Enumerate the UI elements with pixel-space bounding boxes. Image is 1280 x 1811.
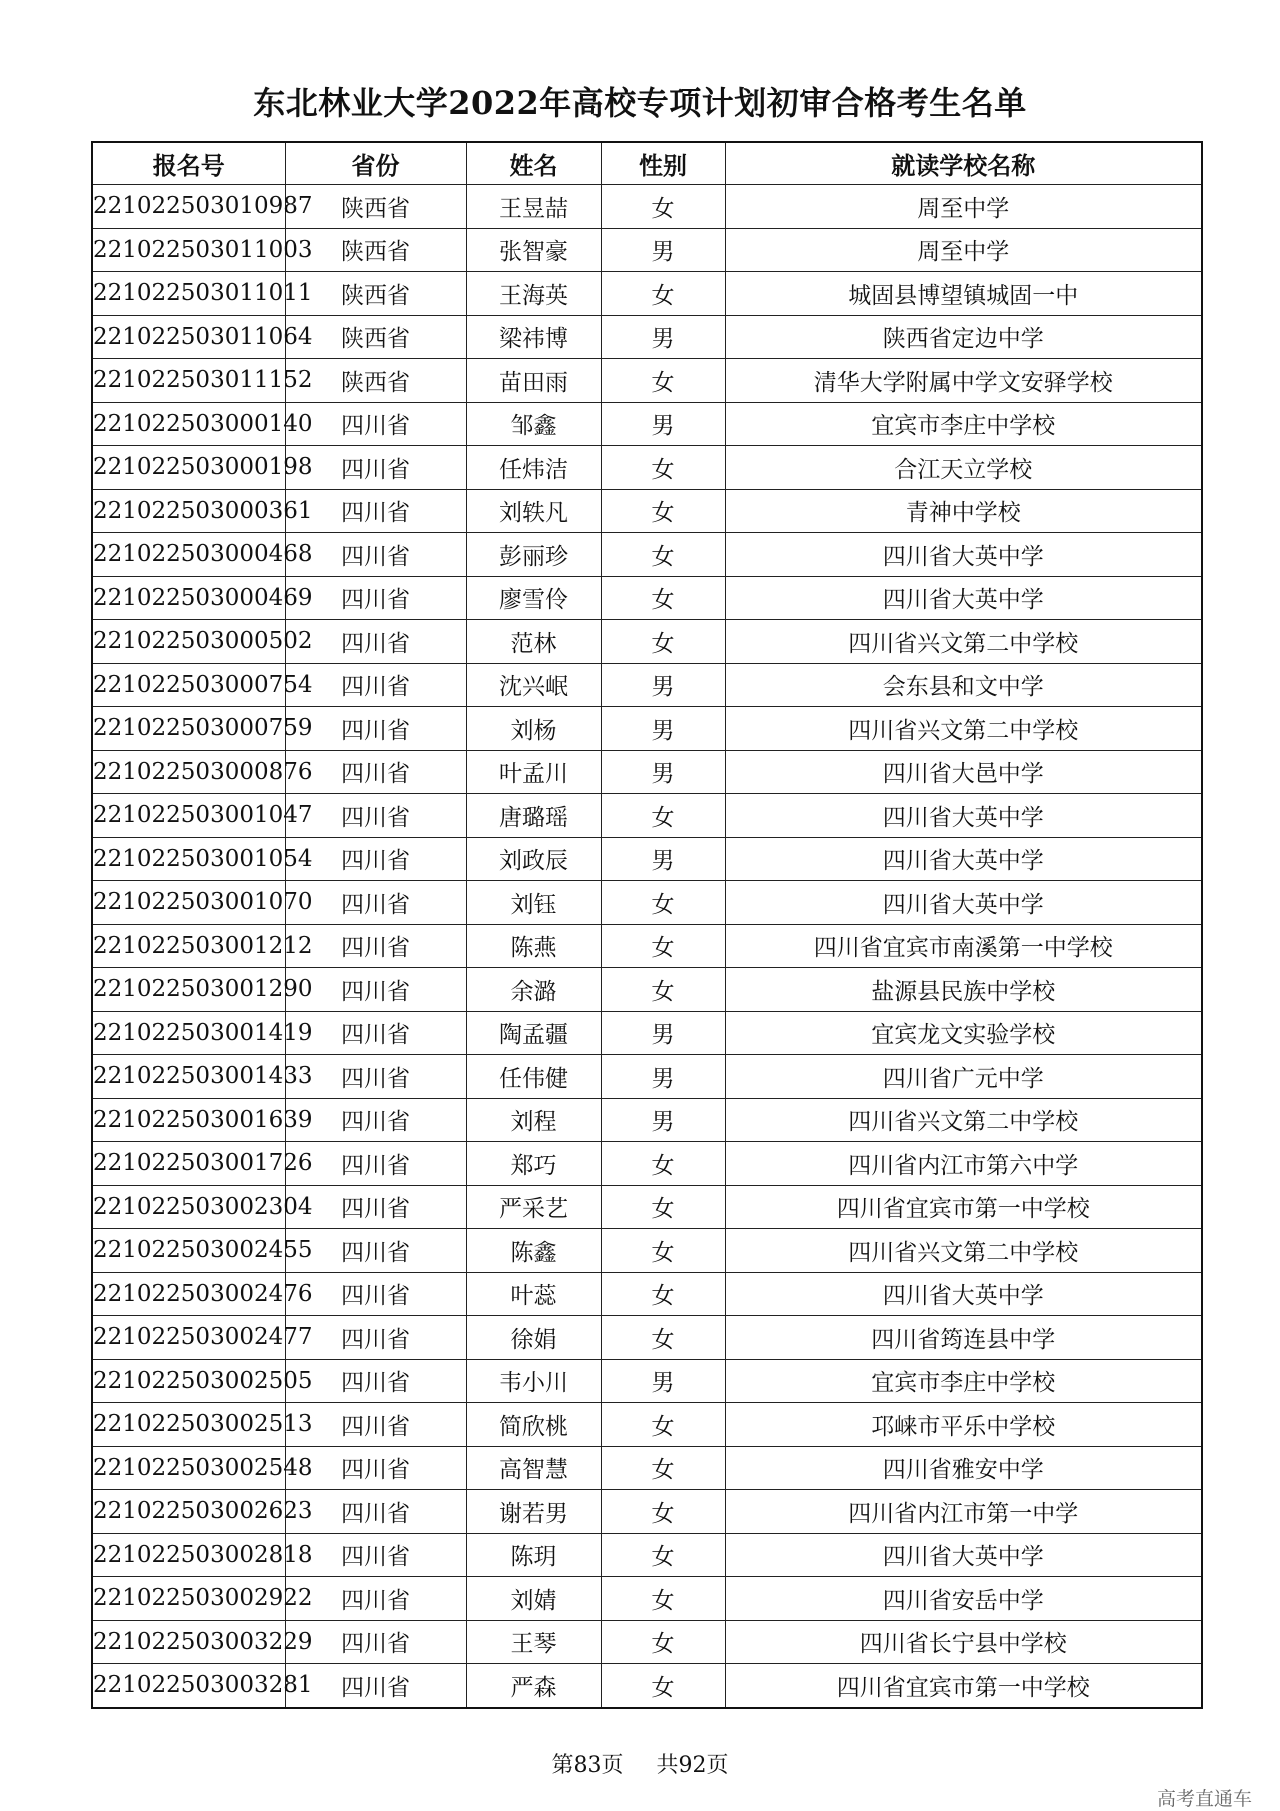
gender-cell: 男: [601, 837, 725, 881]
table-row: [92, 1490, 1202, 1534]
province-cell: 四川省: [285, 1055, 466, 1099]
table-row: [92, 707, 1202, 751]
table-row: [92, 533, 1202, 577]
gender-cell: 女: [601, 924, 725, 968]
registration-number-cell: 221022503001054: [92, 837, 285, 881]
school-cell: 宜宾龙文实验学校: [725, 1011, 1202, 1055]
name-cell: 严森: [466, 1664, 601, 1708]
gender-cell: 女: [601, 1403, 725, 1447]
gender-cell: 男: [601, 1359, 725, 1403]
name-cell: 邹鑫: [466, 402, 601, 446]
registration-number-cell: 221022503000468: [92, 533, 285, 577]
school-cell: 四川省大邑中学: [725, 750, 1202, 794]
table-row: [92, 1316, 1202, 1360]
gender-cell: 男: [601, 663, 725, 707]
school-cell: 四川省兴文第二中学校: [725, 1229, 1202, 1273]
registration-number-cell: 221022503000876: [92, 750, 285, 794]
gender-cell: 女: [601, 1620, 725, 1664]
table-row: [92, 1446, 1202, 1490]
table-row: [92, 1533, 1202, 1577]
gender-cell: 男: [601, 1055, 725, 1099]
registration-number-cell: 221022503002623: [92, 1490, 285, 1534]
gender-cell: 女: [601, 1577, 725, 1621]
school-cell: 四川省内江市第一中学: [725, 1490, 1202, 1534]
name-cell: 刘婧: [466, 1577, 601, 1621]
school-cell: 盐源县民族中学校: [725, 968, 1202, 1012]
province-cell: 四川省: [285, 1185, 466, 1229]
registration-number-cell: 221022503001047: [92, 794, 285, 838]
name-cell: 刘轶凡: [466, 489, 601, 533]
table-row: [92, 1359, 1202, 1403]
gender-cell: 女: [601, 1533, 725, 1577]
school-cell: 青神中学校: [725, 489, 1202, 533]
name-cell: 叶孟川: [466, 750, 601, 794]
registration-number-cell: 221022503003281: [92, 1664, 285, 1708]
gender-cell: 女: [601, 1446, 725, 1490]
registration-number-cell: 221022503000140: [92, 402, 285, 446]
registration-number-cell: 221022503000361: [92, 489, 285, 533]
gender-cell: 男: [601, 315, 725, 359]
name-cell: 郑巧: [466, 1142, 601, 1186]
name-cell: 范林: [466, 620, 601, 664]
registration-number-cell: 221022503002477: [92, 1316, 285, 1360]
province-cell: 四川省: [285, 1490, 466, 1534]
name-cell: 刘政辰: [466, 837, 601, 881]
name-cell: 余潞: [466, 968, 601, 1012]
page-title: 东北林业大学2022年高校专项计划初审合格考生名单: [253, 84, 1027, 122]
gender-cell: 女: [601, 489, 725, 533]
province-cell: 四川省: [285, 794, 466, 838]
school-cell: 四川省宜宾市第一中学校: [725, 1185, 1202, 1229]
gender-cell: 男: [601, 228, 725, 272]
gender-cell: 女: [601, 185, 725, 229]
gender-cell: 女: [601, 1490, 725, 1534]
province-cell: 四川省: [285, 620, 466, 664]
gender-cell: 女: [601, 272, 725, 316]
gender-cell: 女: [601, 533, 725, 577]
table-row: [92, 620, 1202, 664]
table-row: [92, 1664, 1202, 1708]
school-cell: 四川省大英中学: [725, 837, 1202, 881]
province-cell: 四川省: [285, 1316, 466, 1360]
gender-cell: 女: [601, 620, 725, 664]
gender-cell: 男: [601, 1098, 725, 1142]
school-cell: 四川省兴文第二中学校: [725, 1098, 1202, 1142]
province-cell: 四川省: [285, 1011, 466, 1055]
table-row: [92, 1011, 1202, 1055]
province-cell: 四川省: [285, 1620, 466, 1664]
name-cell: 高智慧: [466, 1446, 601, 1490]
province-cell: 四川省: [285, 881, 466, 925]
table-row: [92, 750, 1202, 794]
table-row: [92, 576, 1202, 620]
table-row: [92, 359, 1202, 403]
name-cell: 陈玥: [466, 1533, 601, 1577]
registration-number-cell: 221022503000469: [92, 576, 285, 620]
registration-number-cell: 221022503001419: [92, 1011, 285, 1055]
table-row: [92, 228, 1202, 272]
province-cell: 四川省: [285, 1446, 466, 1490]
gender-cell: 女: [601, 446, 725, 490]
name-cell: 徐娟: [466, 1316, 601, 1360]
school-cell: 四川省兴文第二中学校: [725, 707, 1202, 751]
table-row: [92, 272, 1202, 316]
table-row: [92, 315, 1202, 359]
registration-number-cell: 221022503002922: [92, 1577, 285, 1621]
name-cell: 张智豪: [466, 228, 601, 272]
province-cell: 四川省: [285, 1359, 466, 1403]
name-cell: 叶蕊: [466, 1272, 601, 1316]
table-row: [92, 1185, 1202, 1229]
header-name: 姓名: [466, 142, 601, 185]
gender-cell: 女: [601, 1185, 725, 1229]
school-cell: 四川省安岳中学: [725, 1577, 1202, 1621]
table-row: [92, 1142, 1202, 1186]
header-gender: 性别: [601, 142, 725, 185]
name-cell: 梁祎博: [466, 315, 601, 359]
school-cell: 四川省长宁县中学校: [725, 1620, 1202, 1664]
gender-cell: 女: [601, 359, 725, 403]
registration-number-cell: 221022503010987: [92, 185, 285, 229]
name-cell: 简欣桃: [466, 1403, 601, 1447]
school-cell: 四川省筠连县中学: [725, 1316, 1202, 1360]
name-cell: 刘钰: [466, 881, 601, 925]
table-row: [92, 1577, 1202, 1621]
table-row: [92, 402, 1202, 446]
name-cell: 谢若男: [466, 1490, 601, 1534]
registration-number-cell: 221022503003229: [92, 1620, 285, 1664]
registration-number-cell: 221022503011152: [92, 359, 285, 403]
school-cell: 四川省大英中学: [725, 576, 1202, 620]
gender-cell: 女: [601, 794, 725, 838]
page-total: 共92页: [656, 1753, 729, 1778]
registration-number-cell: 221022503002476: [92, 1272, 285, 1316]
name-cell: 韦小川: [466, 1359, 601, 1403]
name-cell: 沈兴岷: [466, 663, 601, 707]
province-cell: 四川省: [285, 1229, 466, 1273]
province-cell: 四川省: [285, 1272, 466, 1316]
registration-number-cell: 221022503001433: [92, 1055, 285, 1099]
province-cell: 四川省: [285, 1577, 466, 1621]
school-cell: 陕西省定边中学: [725, 315, 1202, 359]
province-cell: 四川省: [285, 489, 466, 533]
school-cell: 周至中学: [725, 185, 1202, 229]
province-cell: 陕西省: [285, 315, 466, 359]
school-cell: 周至中学: [725, 228, 1202, 272]
school-cell: 会东县和文中学: [725, 663, 1202, 707]
header-school: 就读学校名称: [725, 142, 1202, 185]
table-row: [92, 1403, 1202, 1447]
province-cell: 陕西省: [285, 272, 466, 316]
province-cell: 陕西省: [285, 359, 466, 403]
school-cell: 宜宾市李庄中学校: [725, 1359, 1202, 1403]
school-cell: 清华大学附属中学文安驿学校: [725, 359, 1202, 403]
name-cell: 王琴: [466, 1620, 601, 1664]
province-cell: 四川省: [285, 750, 466, 794]
province-cell: 四川省: [285, 837, 466, 881]
table-row: [92, 489, 1202, 533]
registration-number-cell: 221022503000198: [92, 446, 285, 490]
school-cell: 四川省大英中学: [725, 533, 1202, 577]
province-cell: 四川省: [285, 576, 466, 620]
gender-cell: 男: [601, 750, 725, 794]
registration-number-cell: 221022503002455: [92, 1229, 285, 1273]
header-province: 省份: [285, 142, 466, 185]
registration-number-cell: 221022503000754: [92, 663, 285, 707]
school-cell: 邛崃市平乐中学校: [725, 1403, 1202, 1447]
registration-number-cell: 221022503002304: [92, 1185, 285, 1229]
gender-cell: 女: [601, 968, 725, 1012]
name-cell: 任炜洁: [466, 446, 601, 490]
gender-cell: 男: [601, 707, 725, 751]
name-cell: 陈鑫: [466, 1229, 601, 1273]
school-cell: 四川省兴文第二中学校: [725, 620, 1202, 664]
name-cell: 王海英: [466, 272, 601, 316]
table-header-row: [92, 142, 1202, 185]
table-row: [92, 1620, 1202, 1664]
registration-number-cell: 221022503002818: [92, 1533, 285, 1577]
table-row: [92, 1055, 1202, 1099]
name-cell: 彭丽珍: [466, 533, 601, 577]
table-row: [92, 794, 1202, 838]
province-cell: 四川省: [285, 707, 466, 751]
province-cell: 四川省: [285, 1142, 466, 1186]
name-cell: 刘程: [466, 1098, 601, 1142]
school-cell: 四川省大英中学: [725, 1272, 1202, 1316]
registration-number-cell: 221022503011003: [92, 228, 285, 272]
gender-cell: 女: [601, 1272, 725, 1316]
table-row: [92, 1272, 1202, 1316]
province-cell: 四川省: [285, 1403, 466, 1447]
province-cell: 四川省: [285, 402, 466, 446]
gender-cell: 女: [601, 1664, 725, 1708]
table-row: [92, 185, 1202, 229]
province-cell: 四川省: [285, 446, 466, 490]
registration-number-cell: 221022503002505: [92, 1359, 285, 1403]
name-cell: 陈燕: [466, 924, 601, 968]
registration-number-cell: 221022503011011: [92, 272, 285, 316]
registration-number-cell: 221022503001726: [92, 1142, 285, 1186]
name-cell: 苗田雨: [466, 359, 601, 403]
registration-number-cell: 221022503000502: [92, 620, 285, 664]
name-cell: 陶孟疆: [466, 1011, 601, 1055]
table-row: [92, 968, 1202, 1012]
school-cell: 四川省雅安中学: [725, 1446, 1202, 1490]
province-cell: 四川省: [285, 1533, 466, 1577]
school-cell: 四川省宜宾市第一中学校: [725, 1664, 1202, 1708]
registration-number-cell: 221022503002513: [92, 1403, 285, 1447]
gender-cell: 男: [601, 402, 725, 446]
school-cell: 四川省大英中学: [725, 794, 1202, 838]
province-cell: 四川省: [285, 1664, 466, 1708]
name-cell: 任伟健: [466, 1055, 601, 1099]
name-cell: 王昱喆: [466, 185, 601, 229]
school-cell: 城固县博望镇城固一中: [725, 272, 1202, 316]
table-row: [92, 924, 1202, 968]
school-cell: 四川省大英中学: [725, 1533, 1202, 1577]
school-cell: 合江天立学校: [725, 446, 1202, 490]
page-footer: [0, 1748, 1280, 1779]
registration-number-cell: 221022503000759: [92, 707, 285, 751]
name-cell: 刘杨: [466, 707, 601, 751]
candidate-table: [91, 141, 1203, 1709]
gender-cell: 女: [601, 576, 725, 620]
registration-number-cell: 221022503001290: [92, 968, 285, 1012]
gender-cell: 女: [601, 1142, 725, 1186]
table-row: [92, 1098, 1202, 1142]
table-row: [92, 1229, 1202, 1273]
province-cell: 四川省: [285, 663, 466, 707]
school-cell: 四川省内江市第六中学: [725, 1142, 1202, 1186]
gender-cell: 男: [601, 1011, 725, 1055]
registration-number-cell: 221022503001639: [92, 1098, 285, 1142]
school-cell: 四川省大英中学: [725, 881, 1202, 925]
page-number: 第83页: [551, 1753, 624, 1778]
name-cell: 严采艺: [466, 1185, 601, 1229]
gender-cell: 女: [601, 881, 725, 925]
school-cell: 宜宾市李庄中学校: [725, 402, 1202, 446]
registration-number-cell: 221022503011064: [92, 315, 285, 359]
school-cell: 四川省宜宾市南溪第一中学校: [725, 924, 1202, 968]
header-registration-number: 报名号: [92, 142, 285, 185]
province-cell: 四川省: [285, 1098, 466, 1142]
province-cell: 四川省: [285, 968, 466, 1012]
gender-cell: 女: [601, 1316, 725, 1360]
province-cell: 四川省: [285, 533, 466, 577]
registration-number-cell: 221022503001212: [92, 924, 285, 968]
name-cell: 廖雪伶: [466, 576, 601, 620]
school-cell: 四川省广元中学: [725, 1055, 1202, 1099]
watermark-text: 高考直通车: [1156, 1788, 1252, 1810]
province-cell: 陕西省: [285, 228, 466, 272]
table-row: [92, 446, 1202, 490]
table-row: [92, 837, 1202, 881]
gender-cell: 女: [601, 1229, 725, 1273]
name-cell: 唐璐瑶: [466, 794, 601, 838]
province-cell: 陕西省: [285, 185, 466, 229]
registration-number-cell: 221022503001070: [92, 881, 285, 925]
province-cell: 四川省: [285, 924, 466, 968]
table-row: [92, 663, 1202, 707]
table-row: [92, 881, 1202, 925]
registration-number-cell: 221022503002548: [92, 1446, 285, 1490]
